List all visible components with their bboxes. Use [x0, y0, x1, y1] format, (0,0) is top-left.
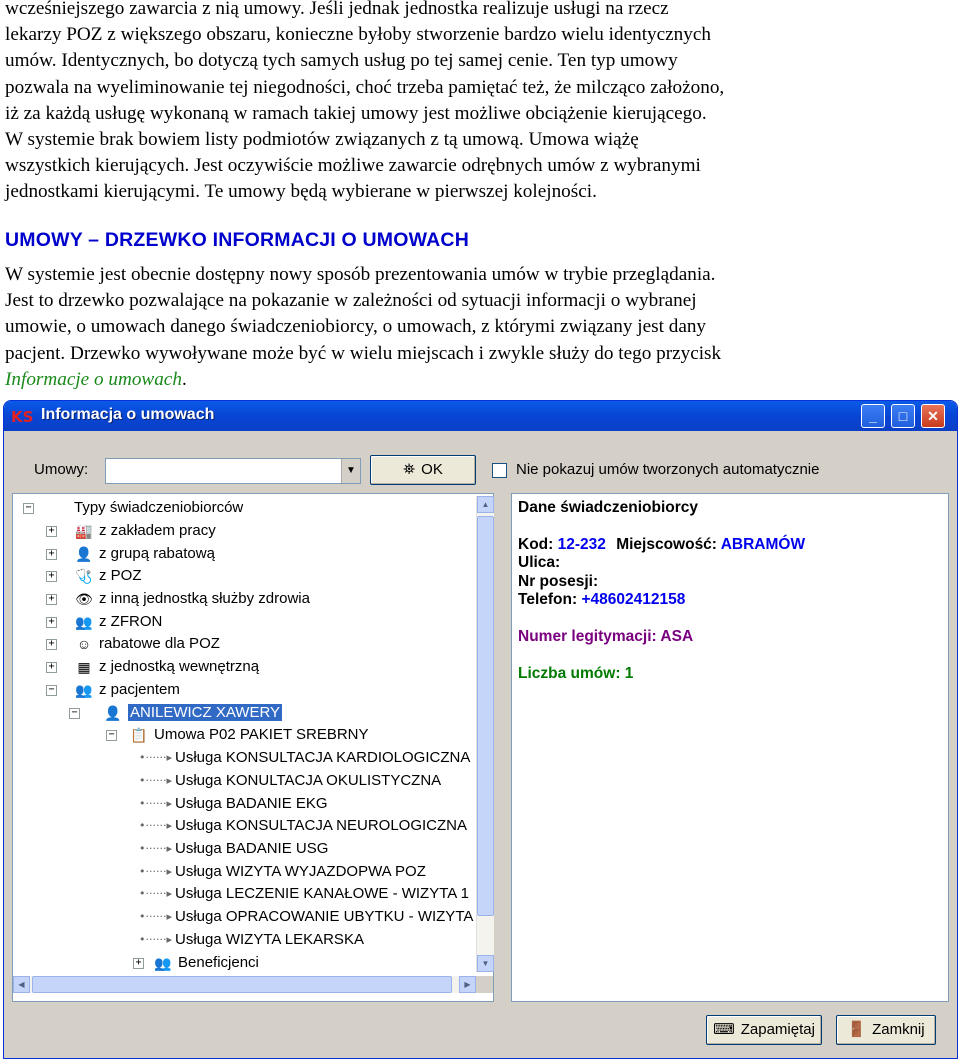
miejscowosc-value: ABRAMÓW: [720, 536, 806, 553]
binoculars-icon: ⛯: [403, 461, 416, 478]
arrow-icon: •······▸: [139, 774, 172, 788]
scroll-thumb[interactable]: [32, 976, 452, 993]
telefon-value: +48602412158: [581, 591, 686, 608]
kod-value: 12-232: [557, 536, 606, 553]
expand-icon[interactable]: +: [133, 958, 144, 969]
paragraph-description: [5, 262, 955, 393]
tree-vertical-scrollbar[interactable]: [476, 496, 494, 972]
expand-icon[interactable]: +: [46, 571, 57, 582]
face-icon: ☺: [76, 636, 92, 653]
minimize-button[interactable]: _: [861, 404, 885, 428]
contracts-info-window: [3, 400, 958, 1059]
document-icon: 📋: [130, 727, 148, 744]
arrow-icon: •······▸: [139, 887, 172, 901]
arrow-icon: •······▸: [139, 751, 172, 765]
doctor-icon: 🩺: [75, 568, 93, 585]
tree-horizontal-scrollbar[interactable]: [13, 976, 476, 993]
info-liczba-umow-row: Liczba umów: 1: [518, 665, 634, 682]
collapse-icon[interactable]: −: [23, 503, 34, 514]
text-line: lekarzy POZ z większego obszaru, konieczne byłoby stworzenie bardzo wielu identycznych: [5, 24, 711, 46]
people-icon: 👥: [75, 614, 93, 631]
arrow-icon: •······▸: [139, 910, 172, 924]
text-line: pozwala na wyeliminowanie tej niegodności, choć trzeba pamiętać też, że milcząco założono,: [5, 76, 725, 98]
title-bar[interactable]: [4, 401, 957, 431]
expand-icon[interactable]: +: [46, 639, 57, 650]
expand-icon[interactable]: +: [46, 617, 57, 628]
expand-icon[interactable]: +: [46, 662, 57, 673]
keyboard-icon: ⌨: [713, 1021, 735, 1038]
app-logo-icon: KS: [11, 408, 34, 426]
legitymacja-value: ASA: [660, 628, 694, 645]
arrow-icon: •······▸: [139, 865, 172, 879]
scroll-left-icon[interactable]: ◀: [13, 976, 30, 993]
paragraph-intro: [5, 0, 955, 206]
tree-node-service[interactable]: •······▸ Usługa KONSULTACJA KARDIOLOGICZNA: [139, 748, 470, 768]
scroll-thumb[interactable]: [477, 516, 494, 916]
expand-icon[interactable]: +: [46, 549, 57, 560]
info-telefon-row: Telefon: +48602412158: [518, 591, 686, 608]
tree-node-service[interactable]: •······▸ Usługa BADANIE EKG: [139, 794, 328, 814]
exit-door-icon: 🚪: [847, 1021, 867, 1038]
expand-icon[interactable]: +: [46, 526, 57, 537]
tree-node-service[interactable]: •······▸ Usługa WIZYTA LEKARSKA: [139, 930, 364, 950]
grid-icon: ▦: [77, 659, 91, 676]
info-nr-posesji-label: Nr posesji:: [518, 573, 599, 590]
selected-patient: ANILEWICZ XAWERY: [130, 704, 281, 721]
text-line: iż za każdą usługę wykonaną w ramach takiej umowy jest możliwe obciążenie kierującego.: [5, 102, 707, 124]
tree-node-service[interactable]: •······▸ Usługa LECZENIE KANAŁOWE - WIZYTA 1: [139, 884, 469, 904]
info-header: Dane świadczeniobiorcy: [518, 499, 699, 516]
tree-node-service[interactable]: •······▸ Usługa KONSULTACJA NEUROLOGICZNA: [139, 816, 467, 836]
scroll-right-icon[interactable]: ▶: [459, 976, 476, 993]
tree-node-service[interactable]: •······▸ Usługa KONULTACJA OKULISTYCZNA: [139, 771, 441, 791]
text-line: Jest to drzewko pozwalające na pokazanie w zależności od sytuacji informacji o wybranej: [5, 290, 697, 312]
text-line: wszystkich kierujących. Jest oczywiście możliwe zawarcie odrębnych umów z wybranymi: [5, 155, 701, 177]
text-line: wcześniejszego zawarcia z nią umowy. Jeśli jednak jednostka realizuje usługi na rzecz: [5, 0, 669, 19]
close-button[interactable]: 🚪 Zamknij: [836, 1015, 936, 1045]
person-icon: 👤: [104, 705, 122, 722]
text-period: .: [181, 368, 187, 390]
text-line: W systemie brak bowiem listy podmiotów związanych z tą umową. Umowa wiążę: [5, 129, 639, 151]
arrow-icon: •······▸: [139, 933, 172, 947]
scroll-corner: [476, 976, 493, 993]
expand-icon[interactable]: +: [46, 594, 57, 605]
window-title: Informacja o umowach: [41, 406, 215, 423]
section-heading: UMOWY – DRZEWKO INFORMACJI O UMOWACH: [5, 229, 469, 251]
text-line: umowie, o umowach danego świadczeniobiorcy, o umowach, z którymi związany jest dany: [5, 316, 707, 338]
info-kod-row: Kod: 12-232 Miejscowość: ABRAMÓW: [518, 536, 806, 553]
collapse-icon[interactable]: −: [46, 685, 57, 696]
ok-label: OK: [421, 461, 443, 478]
chevron-down-icon[interactable]: ▼: [341, 459, 360, 483]
person-yellow-icon: 👤: [75, 546, 93, 563]
button-name-reference: Informacje o umowach: [5, 368, 182, 390]
beneficiary-info-panel: [511, 493, 949, 1002]
tree-node-service[interactable]: •······▸ Usługa WIZYTA WYJAZDOPWA POZ: [139, 862, 426, 882]
contracts-label: Umowy:: [34, 461, 89, 478]
tree-node-service[interactable]: •······▸ Usługa OPRACOWANIE UBYTKU - WIZYTA: [139, 907, 473, 927]
checkbox-label: Nie pokazuj umów tworzonych automatycznie: [516, 461, 820, 478]
info-ulica-label: Ulica:: [518, 554, 561, 571]
arrow-icon: •······▸: [139, 819, 172, 833]
save-button[interactable]: ⌨ Zapamiętaj: [706, 1015, 822, 1045]
maximize-button[interactable]: □: [891, 404, 915, 428]
tree-node-service[interactable]: •······▸ Usługa BADANIE USG: [139, 839, 328, 859]
text-line: jednostkami kierującymi. Te umowy będą wybierane w pierwszej kolejności.: [5, 181, 597, 203]
text-line: pacjent. Drzewko wywoływane może być w wielu miejscach i zwykle służy do tego przycisk: [5, 342, 722, 364]
people-group-icon: 👥: [75, 682, 93, 699]
contracts-combo[interactable]: [105, 458, 361, 484]
factory-icon: 🏭: [75, 523, 93, 540]
scroll-down-icon[interactable]: ▼: [477, 955, 494, 972]
text-line: umów. Identycznych, bo dotyczą tych samych usług po tej samej cenie. Ten typ umowy: [5, 50, 678, 72]
collapse-icon[interactable]: −: [106, 730, 117, 741]
arrow-icon: •······▸: [139, 797, 172, 811]
contracts-tree[interactable]: − Typy świadczeniobiorców + 🏭 z zakładem pracy + 👤 z grupą rabatową + 🩺 z POZ + 👁 z inną jednostką służby zdrowia + 👥 z ZFRON + ☺ rabatowe dla POZ + ▦ z jednostką wewnętrzną − 👥 z pacjentem − 👤 ANILEWICZ XAWERY − 📋 Umowa P02 PAKIET SREBRNY •······▸ Usługa KONSULTACJA KARDIOLOGICZNA •······▸ Usługa KONULTACJA OKULISTYCZNA •······▸ Usługa BADANIE EKG •······▸ Usługa KONSULTACJA NEUROLOGICZNA •······▸ Usługa BADANIE USG •······▸ Usługa WIZYTA WYJAZDOPWA POZ •······▸ Usługa LECZENIE KANAŁOWE - WIZYTA 1 •······▸ Usługa OPRACOWANIE UBYTKU - WIZYTA •······▸ Usługa WIZYTA LEKARSKA + 👥 Beneficjenci: [12, 493, 494, 1002]
scroll-up-icon[interactable]: ▲: [477, 496, 494, 513]
info-legitymacja-row: Numer legitymacji: ASA: [518, 628, 694, 645]
ok-button[interactable]: [370, 455, 476, 485]
people-group-icon: 👥: [154, 955, 172, 972]
close-window-button[interactable]: ✕: [921, 404, 945, 428]
liczba-umow-value: 1: [624, 665, 634, 682]
eye-icon: 👁: [75, 591, 93, 608]
text-line: W systemie jest obecnie dostępny nowy sposób prezentowania umów w trybie przeglądania.: [5, 264, 716, 285]
collapse-icon[interactable]: −: [69, 708, 80, 719]
arrow-icon: •······▸: [139, 842, 172, 856]
hide-auto-contracts-checkbox[interactable]: [492, 463, 507, 478]
